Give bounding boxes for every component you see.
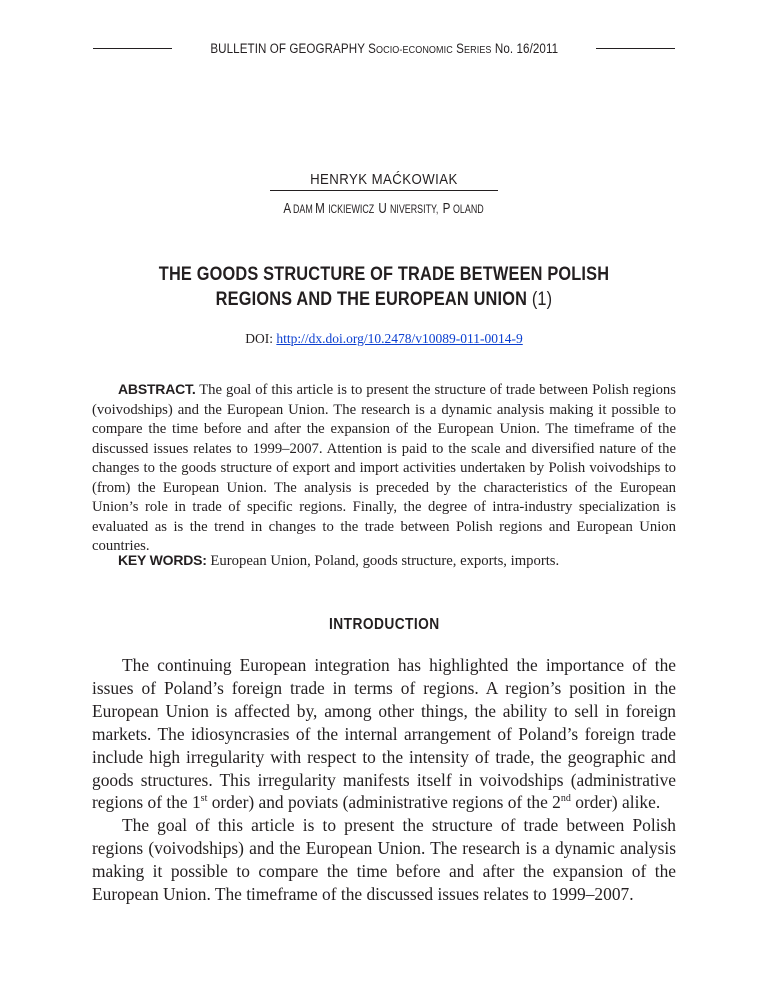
paragraph-2: The goal of this article is to present the structure of trade between Polish regions (voivodships) and the European Union. The research is a dynamic analysis making it possible to compare the time before and after the expansion of the European Union. The timeframe of the discussed issues relates to 1999–2007. [92, 815, 676, 905]
issue-number: No. 16/2011 [494, 40, 558, 56]
doi-label: DOI: [245, 331, 273, 346]
abstract [92, 380, 676, 557]
journal-header: BULLETIN OF GEOGRAPHY SOCIO-ECONOMIC SERIES No. 16/2011 [210, 40, 558, 56]
keywords-text: European Union, Poland, goods structure, exports, imports. [210, 553, 560, 569]
paragraph-1: The continuing European integration has highlighted the importance of the issues of Poland’s foreign trade in terms of regions. A region’s position in the European Union is affected by, among other things, the ability to sell in foreign markets. The idiosyncrasies of the internal arrangement of Poland’s foreign trade include high irregularity with respect to the intensity of trade, the geographic and goods structures. This irregularity manifests itself in voivodships (administrative regions of the 1st order) and poviats (administrative regions of the 2nd order) alike. [92, 655, 676, 813]
journal-name: BULLETIN OF GEOGRAPHY [210, 40, 365, 56]
section-heading-introduction: INTRODUCTION [328, 616, 440, 633]
header-rule-right [596, 48, 675, 49]
title-line-1: THE GOODS STRUCTURE OF TRADE BETWEEN POLISH [158, 264, 610, 285]
doi-line [0, 331, 768, 347]
author-rule [270, 190, 498, 191]
title-footnote-ref: (1) [531, 289, 553, 310]
header-rule-left [93, 48, 172, 49]
keywords [118, 552, 678, 570]
article-title [0, 262, 768, 312]
doi-link[interactable]: http://dx.doi.org/10.2478/v10089-011-0014-9 [276, 331, 523, 346]
abstract-text: The goal of this article is to present the structure of trade between Polish regions (voivodships) and the European Union. The research is a dynamic analysis making it possible to compare the time before and after the expansion of the European Union. The timeframe of the discussed issues relates to 1999–2007. Attention is paid to the scale and diversified nature of the changes to the goods structure of export and import activities undertaken by Polish voivodships to (from) the European Union. The analysis is preceded by the characteristics of the European Union’s role in trade of specific regions. Finally, the degree of intra-industry specialization is evaluated as is the trend in changes to the trade between Polish regions and European Union countries. [92, 382, 676, 554]
abstract-heading: ABSTRACT. [118, 381, 196, 397]
author-affiliation: A DAMM ICKIEWICZU NIVERSITY,P OLAND [283, 200, 484, 217]
author-name: HENRYK MAĆKOWIAK [310, 171, 458, 188]
running-header [93, 38, 675, 58]
keywords-heading: KEY WORDS: [118, 552, 207, 568]
title-line-2: REGIONS AND THE EUROPEAN UNION (1) [215, 289, 553, 310]
body-text [92, 654, 676, 906]
